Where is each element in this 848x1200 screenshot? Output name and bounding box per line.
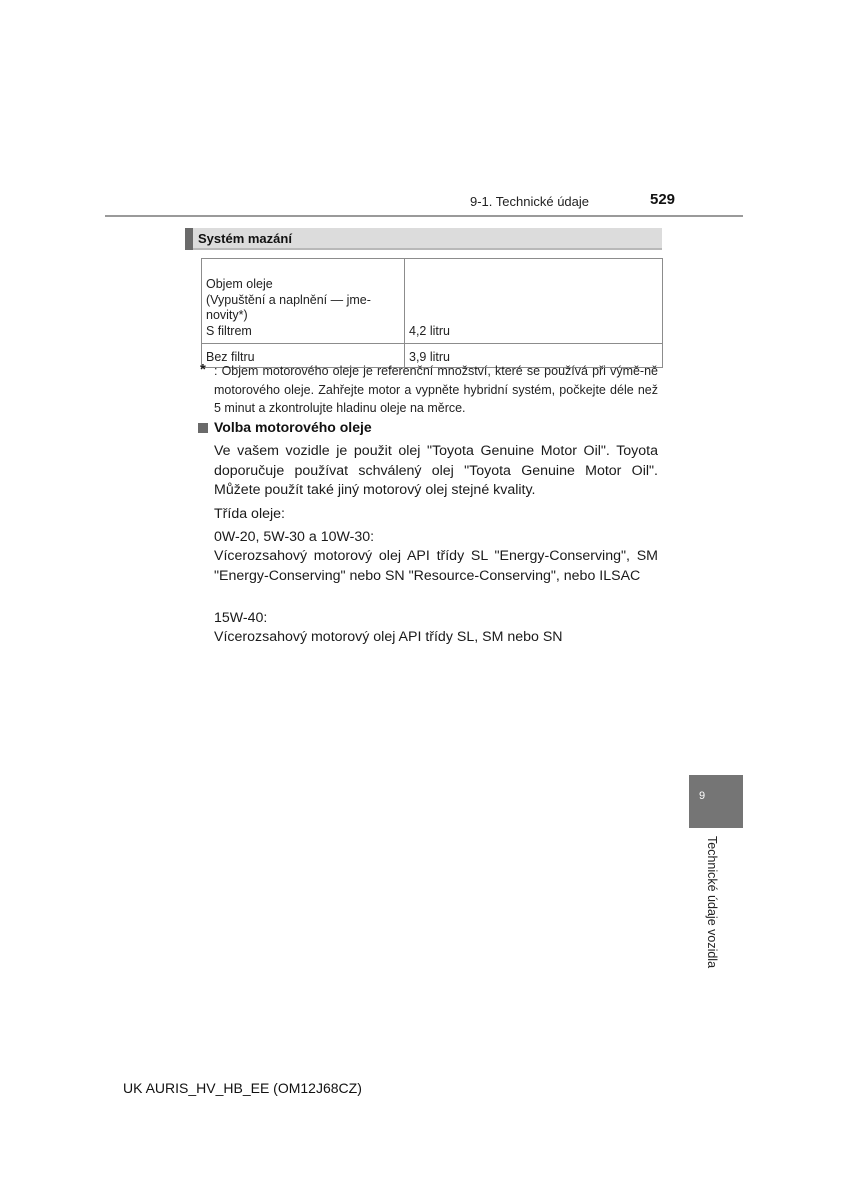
viscosity-label: 15W-40: — [214, 610, 268, 626]
intro-paragraph: Ve vašem vozidle je použit olej "Toyota Genuine Motor Oil". Toyota doporučuje používat schválený olej "Toyota Genuine Motor Oil". Můžete použít také jiný motorový olej stejné kvality. — [214, 443, 658, 498]
viscosity-label: 0W-20, 5W-30 a 10W-30: — [214, 529, 375, 545]
table-cell-label: Bez filtru — [202, 344, 405, 368]
table-cell-value: 4,2 litru — [405, 259, 663, 344]
label-line: (Vypuštění a naplnění — jme- — [206, 292, 371, 307]
footnote-text: : Objem motorového oleje je referenční množství, které se používá při výmě-ně motorového oleje. Zahřejte motor a vypněte hybridní systém, počkejte déle než 5 minut a zkontrolujte hladinu oleje na měrce. — [214, 364, 658, 415]
table-cell-value: 3,9 litru — [405, 344, 663, 368]
table-cell-label — [202, 259, 405, 344]
section-label: 9-1. Technické údaje — [470, 194, 590, 209]
chapter-tab — [689, 775, 743, 828]
grade-label: Třída oleje: — [214, 506, 285, 522]
table-row — [202, 259, 663, 344]
grade-description: Vícerozsahový motorový olej API třídy SL "Energy-Conserving", SM "Energy-Conserving" nebo SN "Resource-Conserving", nebo ILSAC — [214, 548, 658, 584]
document-code: UK AURIS_HV_HB_EE (OM12J68CZ) — [123, 1080, 362, 1096]
footnote — [200, 362, 658, 418]
chapter-tab-number: 9 — [699, 790, 706, 802]
chapter-caption: Technické údaje vozidla — [705, 836, 719, 969]
section-heading: Systém mazání — [198, 231, 292, 246]
section-heading-accent — [185, 228, 193, 250]
label-line: Objem oleje — [206, 277, 273, 291]
header-divider — [105, 215, 743, 217]
bullet-square-icon — [198, 423, 208, 433]
page-number: 529 — [650, 191, 676, 208]
grade-description: Vícerozsahový motorový olej API třídy SL, SM nebo SN — [214, 629, 563, 645]
label-line: S filtrem — [206, 323, 252, 338]
oil-capacity-table — [201, 258, 663, 368]
label-line: novity*) — [206, 308, 248, 322]
footnote-marker: * — [200, 361, 206, 378]
subsection-heading: Volba motorového oleje — [214, 419, 372, 435]
